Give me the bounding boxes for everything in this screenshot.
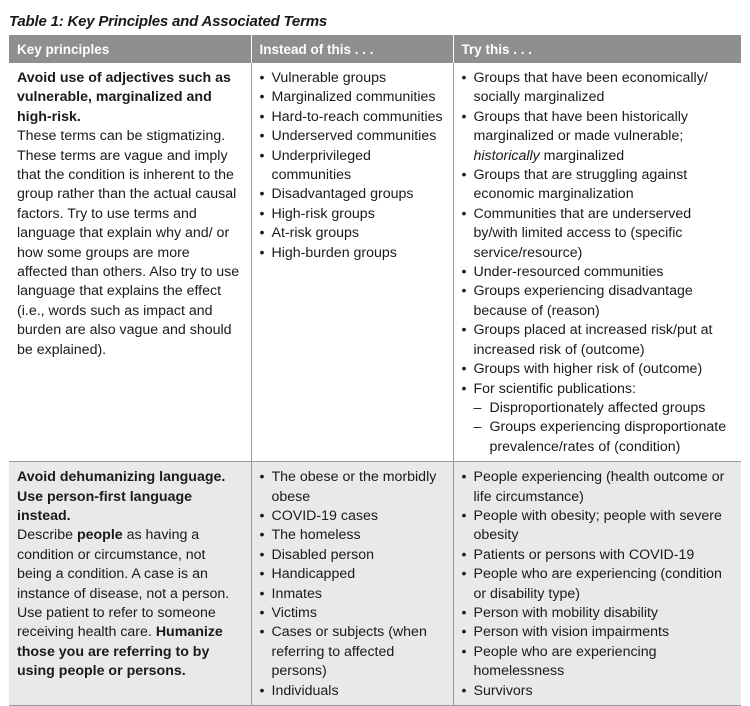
principle-cell [9, 63, 251, 462]
list-item: • High-risk groups [260, 205, 445, 224]
sub-list [474, 399, 734, 457]
principle-title: Avoid dehumanizing language. Use person-first language instead. [17, 469, 226, 524]
list-item: • Groups that are struggling against economic marginalization [462, 166, 734, 205]
try-list [462, 69, 734, 457]
list-item [462, 108, 734, 166]
list-item: • People who are experiencing (condition or disability type) [462, 565, 734, 604]
body-bold-text: Humanize those you are referring to by using people or persons. [17, 624, 223, 680]
body-bold-text: people [76, 527, 123, 544]
list-item: • Survivors [462, 682, 734, 701]
list-item: • Groups placed at increased risk/put at increased risk of (outcome) [462, 321, 734, 360]
instead-list [260, 468, 445, 701]
body-text: as having a condition or circumstance, not being a condition. A case is an instance of disease, not a person. Use patient to refer to someone receiving health care. [17, 527, 230, 641]
list-item-text: marginalized [539, 147, 625, 164]
principle-body: These terms can be stigmatizing. These terms are vague and imply that the condition is inherent to the group rather than the actual causal factors. Try to use terms and language that explain why and/ or how some groups are more affected than others. Also try to use language that explains the effect (i.e., words such as impact and burden are also vague and should be explained). [17, 128, 240, 358]
table-caption: Table 1: Key Principles and Associated Terms [9, 13, 327, 30]
list-item: • Groups experiencing disadvantage because of (reason) [462, 282, 734, 321]
list-item: • People with obesity; people with severe obesity [462, 507, 734, 546]
list-item: • Groups that have been economically/ socially marginalized [462, 69, 734, 108]
list-item: • Underprivileged communities [260, 147, 445, 186]
try-cell [453, 462, 741, 706]
list-item: • Disabled person [260, 546, 445, 565]
header-instead: Instead of this . . . [251, 35, 453, 63]
list-item: • People who are experiencing homelessness [462, 643, 734, 682]
list-item: • Underserved communities [260, 127, 445, 146]
list-item: • Victims [260, 604, 445, 623]
table-row [9, 63, 741, 462]
instead-cell [251, 63, 453, 462]
list-item: • Under-resourced communities [462, 263, 734, 282]
list-item: • Hard-to-reach communities [260, 108, 445, 127]
list-item: • Person with vision impairments [462, 623, 734, 642]
table-row [9, 462, 741, 706]
list-item: • COVID-19 cases [260, 507, 445, 526]
sub-list-item: – Disproportionately affected groups [474, 399, 734, 418]
list-item: • Inmates [260, 585, 445, 604]
principle-body [17, 526, 243, 681]
try-cell [453, 63, 741, 462]
list-item: • Groups with higher risk of (outcome) [462, 360, 734, 379]
list-item: • Marginalized communities [260, 88, 445, 107]
list-item-text: For scientific publications: [473, 380, 636, 397]
list-item: • Individuals [260, 682, 445, 701]
italic-text: historically [473, 147, 540, 164]
list-item: • Cases or subjects (when referring to affected persons) [260, 623, 445, 681]
principles-table [9, 35, 741, 706]
header-key-principles: Key principles [9, 35, 251, 63]
list-item: • Vulnerable groups [260, 69, 445, 88]
list-item: • People experiencing (health outcome or life circumstance) [462, 468, 734, 507]
list-item: • The homeless [260, 526, 445, 545]
try-list [462, 468, 734, 701]
list-item [462, 380, 734, 458]
list-item: • The obese or the morbidly obese [260, 468, 445, 507]
sub-list-item: – Groups experiencing disproportionate prevalence/rates of (condition) [474, 418, 734, 457]
table-header-row [9, 35, 741, 63]
body-text: Describe [17, 527, 77, 544]
list-item: • Communities that are underserved by/with limited access to (specific service/resource) [462, 205, 734, 263]
principle-title: Avoid use of adjectives such as vulnerable, marginalized and high-risk. [17, 70, 231, 125]
list-item: • Disadvantaged groups [260, 185, 445, 204]
list-item: • Person with mobility disability [462, 604, 734, 623]
header-try: Try this . . . [453, 35, 741, 63]
list-item-text: Groups that have been historically marginalized or made vulnerable; [473, 108, 689, 145]
list-item: • High-burden groups [260, 244, 445, 263]
principle-cell [9, 462, 251, 706]
list-item: • Patients or persons with COVID-19 [462, 546, 734, 565]
list-item: • At-risk groups [260, 224, 445, 243]
instead-list [260, 69, 445, 263]
instead-cell [251, 462, 453, 706]
list-item: • Handicapped [260, 565, 445, 584]
